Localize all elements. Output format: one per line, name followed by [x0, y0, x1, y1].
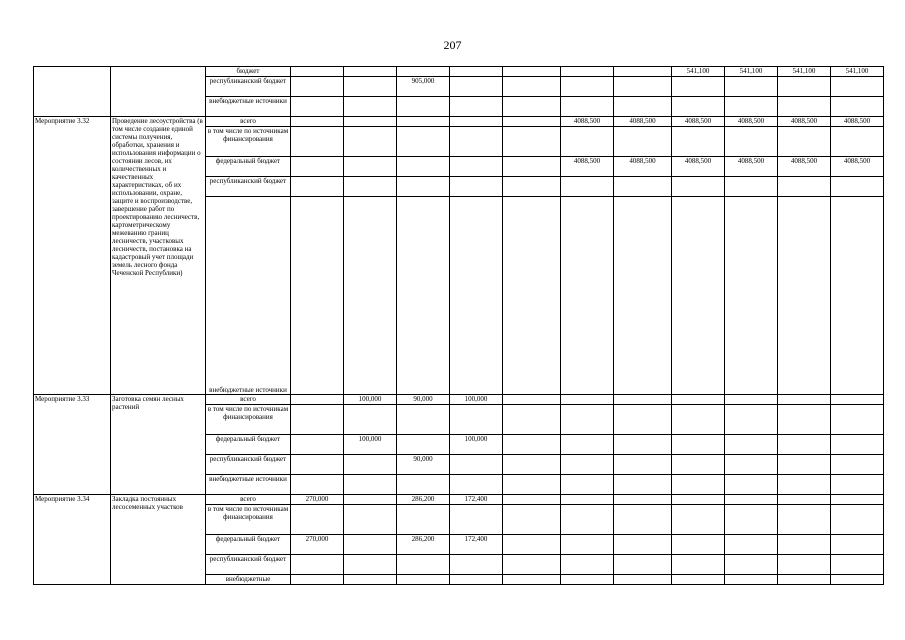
table-row	[34, 117, 884, 127]
amount-cell: 905,000	[397, 77, 450, 97]
amount-cell	[778, 405, 831, 435]
amount-cell	[450, 67, 503, 77]
amount-cell: 4088,500	[725, 117, 778, 127]
amount-cell: 286,200	[397, 535, 450, 555]
measure-description: Заготовка семян лесных растений	[111, 395, 206, 495]
funding-source: всего	[206, 395, 291, 405]
amount-cell	[725, 575, 778, 585]
amount-cell: 4088,500	[672, 117, 725, 127]
funding-source: внебюджетные источники	[206, 197, 291, 395]
amount-cell: 541,100	[778, 67, 831, 77]
amount-cell	[778, 97, 831, 117]
amount-cell	[725, 505, 778, 535]
amount-cell	[672, 395, 725, 405]
amount-cell	[291, 395, 344, 405]
amount-cell	[725, 77, 778, 97]
amount-cell	[778, 495, 831, 505]
amount-cell	[561, 197, 614, 395]
amount-cell	[450, 127, 503, 157]
amount-cell	[397, 435, 450, 455]
amount-cell	[672, 495, 725, 505]
amount-cell	[778, 555, 831, 575]
amount-cell	[344, 535, 397, 555]
amount-cell: 541,100	[725, 67, 778, 77]
amount-cell	[503, 395, 561, 405]
amount-cell: 4088,500	[778, 157, 831, 177]
amount-cell: 100,000	[344, 395, 397, 405]
amount-cell	[503, 127, 561, 157]
amount-cell	[503, 97, 561, 117]
amount-cell	[778, 127, 831, 157]
amount-cell	[831, 395, 884, 405]
amount-cell	[725, 197, 778, 395]
amount-cell	[614, 177, 672, 197]
amount-cell	[778, 535, 831, 555]
amount-cell	[614, 77, 672, 97]
funding-source: республиканский бюджет	[206, 455, 291, 475]
amount-cell	[344, 505, 397, 535]
amount-cell	[725, 97, 778, 117]
amount-cell: 100,000	[344, 435, 397, 455]
amount-cell	[397, 575, 450, 585]
amount-cell	[291, 197, 344, 395]
amount-cell	[291, 97, 344, 117]
amount-cell	[344, 77, 397, 97]
amount-cell: 172,400	[450, 495, 503, 505]
amount-cell	[397, 117, 450, 127]
amount-cell	[291, 505, 344, 535]
amount-cell	[831, 505, 884, 535]
measure-label: Мероприятие 3.33	[34, 395, 111, 495]
funding-source: внебюджетные источники	[206, 97, 291, 117]
amount-cell	[614, 127, 672, 157]
amount-cell	[614, 97, 672, 117]
amount-cell	[672, 575, 725, 585]
amount-cell	[831, 555, 884, 575]
amount-cell	[450, 455, 503, 475]
amount-cell	[397, 555, 450, 575]
amount-cell: 90,000	[397, 395, 450, 405]
amount-cell	[344, 127, 397, 157]
amount-cell	[725, 455, 778, 475]
amount-cell	[614, 475, 672, 495]
amount-cell	[561, 455, 614, 475]
amount-cell	[344, 405, 397, 435]
amount-cell	[450, 475, 503, 495]
amount-cell	[725, 405, 778, 435]
amount-cell	[503, 435, 561, 455]
amount-cell	[725, 177, 778, 197]
amount-cell: 172,400	[450, 535, 503, 555]
amount-cell	[672, 455, 725, 475]
amount-cell	[614, 555, 672, 575]
amount-cell	[503, 535, 561, 555]
amount-cell: 100,000	[450, 435, 503, 455]
funding-source: федеральный бюджет	[206, 535, 291, 555]
amount-cell	[503, 405, 561, 435]
amount-cell	[831, 495, 884, 505]
amount-cell	[672, 505, 725, 535]
amount-cell	[831, 475, 884, 495]
amount-cell	[291, 177, 344, 197]
amount-cell	[561, 77, 614, 97]
funding-source: в том числе по источникам финансирования	[206, 505, 291, 535]
amount-cell	[672, 177, 725, 197]
amount-cell	[831, 127, 884, 157]
amount-cell	[397, 67, 450, 77]
amount-cell	[561, 505, 614, 535]
amount-cell	[614, 67, 672, 77]
amount-cell	[778, 197, 831, 395]
amount-cell	[831, 197, 884, 395]
amount-cell	[503, 197, 561, 395]
funding-source: республиканский бюджет	[206, 77, 291, 97]
measure-description	[111, 67, 206, 117]
amount-cell	[397, 97, 450, 117]
amount-cell	[450, 575, 503, 585]
amount-cell	[614, 455, 672, 475]
amount-cell	[450, 555, 503, 575]
measure-description: Закладка постоянных лесосеменных участков	[111, 495, 206, 585]
amount-cell	[450, 157, 503, 177]
funding-source: в том числе по источникам финансирования	[206, 127, 291, 157]
financing-table	[33, 66, 884, 585]
amount-cell	[450, 77, 503, 97]
amount-cell	[831, 535, 884, 555]
amount-cell	[725, 395, 778, 405]
amount-cell	[614, 435, 672, 455]
amount-cell	[672, 535, 725, 555]
table-row	[34, 395, 884, 405]
amount-cell	[344, 455, 397, 475]
amount-cell	[344, 117, 397, 127]
amount-cell	[397, 177, 450, 197]
amount-cell	[291, 555, 344, 575]
amount-cell	[291, 575, 344, 585]
amount-cell	[503, 555, 561, 575]
amount-cell	[344, 67, 397, 77]
amount-cell: 4088,500	[831, 157, 884, 177]
amount-cell	[561, 67, 614, 77]
amount-cell	[672, 435, 725, 455]
amount-cell	[672, 97, 725, 117]
amount-cell	[344, 97, 397, 117]
amount-cell	[778, 435, 831, 455]
amount-cell	[397, 197, 450, 395]
amount-cell	[291, 157, 344, 177]
amount-cell	[450, 177, 503, 197]
amount-cell: 4088,500	[561, 157, 614, 177]
amount-cell	[778, 77, 831, 97]
amount-cell	[725, 127, 778, 157]
amount-cell	[725, 495, 778, 505]
amount-cell	[503, 117, 561, 127]
amount-cell: 4088,500	[561, 117, 614, 127]
amount-cell	[778, 455, 831, 475]
amount-cell	[561, 435, 614, 455]
funding-source: бюджет	[206, 67, 291, 77]
table-row	[34, 67, 884, 77]
funding-source: внебюджетные источники	[206, 475, 291, 495]
amount-cell	[725, 535, 778, 555]
funding-source: всего	[206, 495, 291, 505]
amount-cell	[503, 505, 561, 535]
amount-cell: 4088,500	[831, 117, 884, 127]
amount-cell	[672, 127, 725, 157]
page-number: 207	[443, 38, 462, 52]
amount-cell	[503, 177, 561, 197]
amount-cell: 541,100	[831, 67, 884, 77]
amount-cell: 541,100	[672, 67, 725, 77]
amount-cell	[614, 197, 672, 395]
measure-description: Проведение лесоустройства (в том числе создание единой системы получения, обработки, хранения и использования информации о состоянии лесов, их количественных и качественных характеристиках, об их использовании, охране, защите и воспроизводстве, завершение работ по проектированию лесничеств, картометрическому межеванию границ лесничеств, участковых лесничеств, постановка на кадастровый учет площади земель лесного фонда Чеченской Республики)	[111, 117, 206, 395]
amount-cell	[291, 117, 344, 127]
amount-cell	[450, 405, 503, 435]
amount-cell	[831, 435, 884, 455]
amount-cell	[450, 117, 503, 127]
amount-cell: 270,000	[291, 535, 344, 555]
funding-source: внебюджетные	[206, 575, 291, 585]
amount-cell	[561, 575, 614, 585]
amount-cell	[778, 475, 831, 495]
amount-cell	[503, 475, 561, 495]
amount-cell	[778, 177, 831, 197]
amount-cell	[291, 67, 344, 77]
amount-cell	[397, 405, 450, 435]
amount-cell	[831, 97, 884, 117]
funding-source: республиканский бюджет	[206, 555, 291, 575]
amount-cell: 4088,500	[614, 117, 672, 127]
amount-cell	[831, 405, 884, 435]
measure-label	[34, 67, 111, 117]
amount-cell	[614, 505, 672, 535]
amount-cell	[450, 197, 503, 395]
amount-cell	[672, 77, 725, 97]
amount-cell	[778, 575, 831, 585]
amount-cell	[561, 495, 614, 505]
amount-cell	[672, 475, 725, 495]
amount-cell	[561, 405, 614, 435]
amount-cell	[561, 535, 614, 555]
amount-cell: 4088,500	[614, 157, 672, 177]
amount-cell	[450, 97, 503, 117]
amount-cell	[672, 405, 725, 435]
amount-cell	[614, 495, 672, 505]
amount-cell	[831, 177, 884, 197]
amount-cell: 4088,500	[778, 117, 831, 127]
amount-cell: 286,200	[397, 495, 450, 505]
amount-cell	[397, 127, 450, 157]
amount-cell	[672, 197, 725, 395]
amount-cell	[291, 435, 344, 455]
amount-cell	[503, 575, 561, 585]
amount-cell	[344, 575, 397, 585]
amount-cell: 4088,500	[725, 157, 778, 177]
amount-cell	[778, 395, 831, 405]
amount-cell	[614, 395, 672, 405]
amount-cell	[291, 455, 344, 475]
amount-cell	[344, 177, 397, 197]
amount-cell	[561, 127, 614, 157]
amount-cell	[503, 67, 561, 77]
amount-cell	[503, 77, 561, 97]
amount-cell	[450, 505, 503, 535]
funding-source: всего	[206, 117, 291, 127]
amount-cell	[344, 495, 397, 505]
amount-cell	[291, 77, 344, 97]
amount-cell	[614, 575, 672, 585]
amount-cell	[672, 555, 725, 575]
measure-label: Мероприятие 3.32	[34, 117, 111, 395]
amount-cell	[291, 475, 344, 495]
funding-source: федеральный бюджет	[206, 435, 291, 455]
amount-cell	[725, 555, 778, 575]
table-row	[34, 495, 884, 505]
amount-cell	[831, 77, 884, 97]
amount-cell	[561, 395, 614, 405]
amount-cell	[561, 475, 614, 495]
amount-cell	[291, 405, 344, 435]
amount-cell	[397, 505, 450, 535]
amount-cell: 90,000	[397, 455, 450, 475]
amount-cell	[344, 475, 397, 495]
amount-cell	[397, 475, 450, 495]
amount-cell	[725, 435, 778, 455]
funding-source: в том числе по источникам финансирования	[206, 405, 291, 435]
amount-cell	[561, 97, 614, 117]
funding-source: федеральный бюджет	[206, 157, 291, 177]
amount-cell	[725, 475, 778, 495]
amount-cell	[344, 197, 397, 395]
amount-cell: 100,000	[450, 395, 503, 405]
amount-cell	[344, 555, 397, 575]
funding-source: республиканский бюджет	[206, 177, 291, 197]
amount-cell	[397, 157, 450, 177]
amount-cell	[503, 455, 561, 475]
amount-cell	[614, 405, 672, 435]
amount-cell	[344, 157, 397, 177]
amount-cell	[561, 555, 614, 575]
amount-cell	[561, 177, 614, 197]
measure-label: Мероприятие 3.34	[34, 495, 111, 585]
amount-cell	[831, 575, 884, 585]
amount-cell	[614, 535, 672, 555]
amount-cell	[503, 495, 561, 505]
amount-cell	[778, 505, 831, 535]
amount-cell	[503, 157, 561, 177]
amount-cell	[291, 127, 344, 157]
amount-cell	[831, 455, 884, 475]
amount-cell: 4088,500	[672, 157, 725, 177]
amount-cell: 270,000	[291, 495, 344, 505]
